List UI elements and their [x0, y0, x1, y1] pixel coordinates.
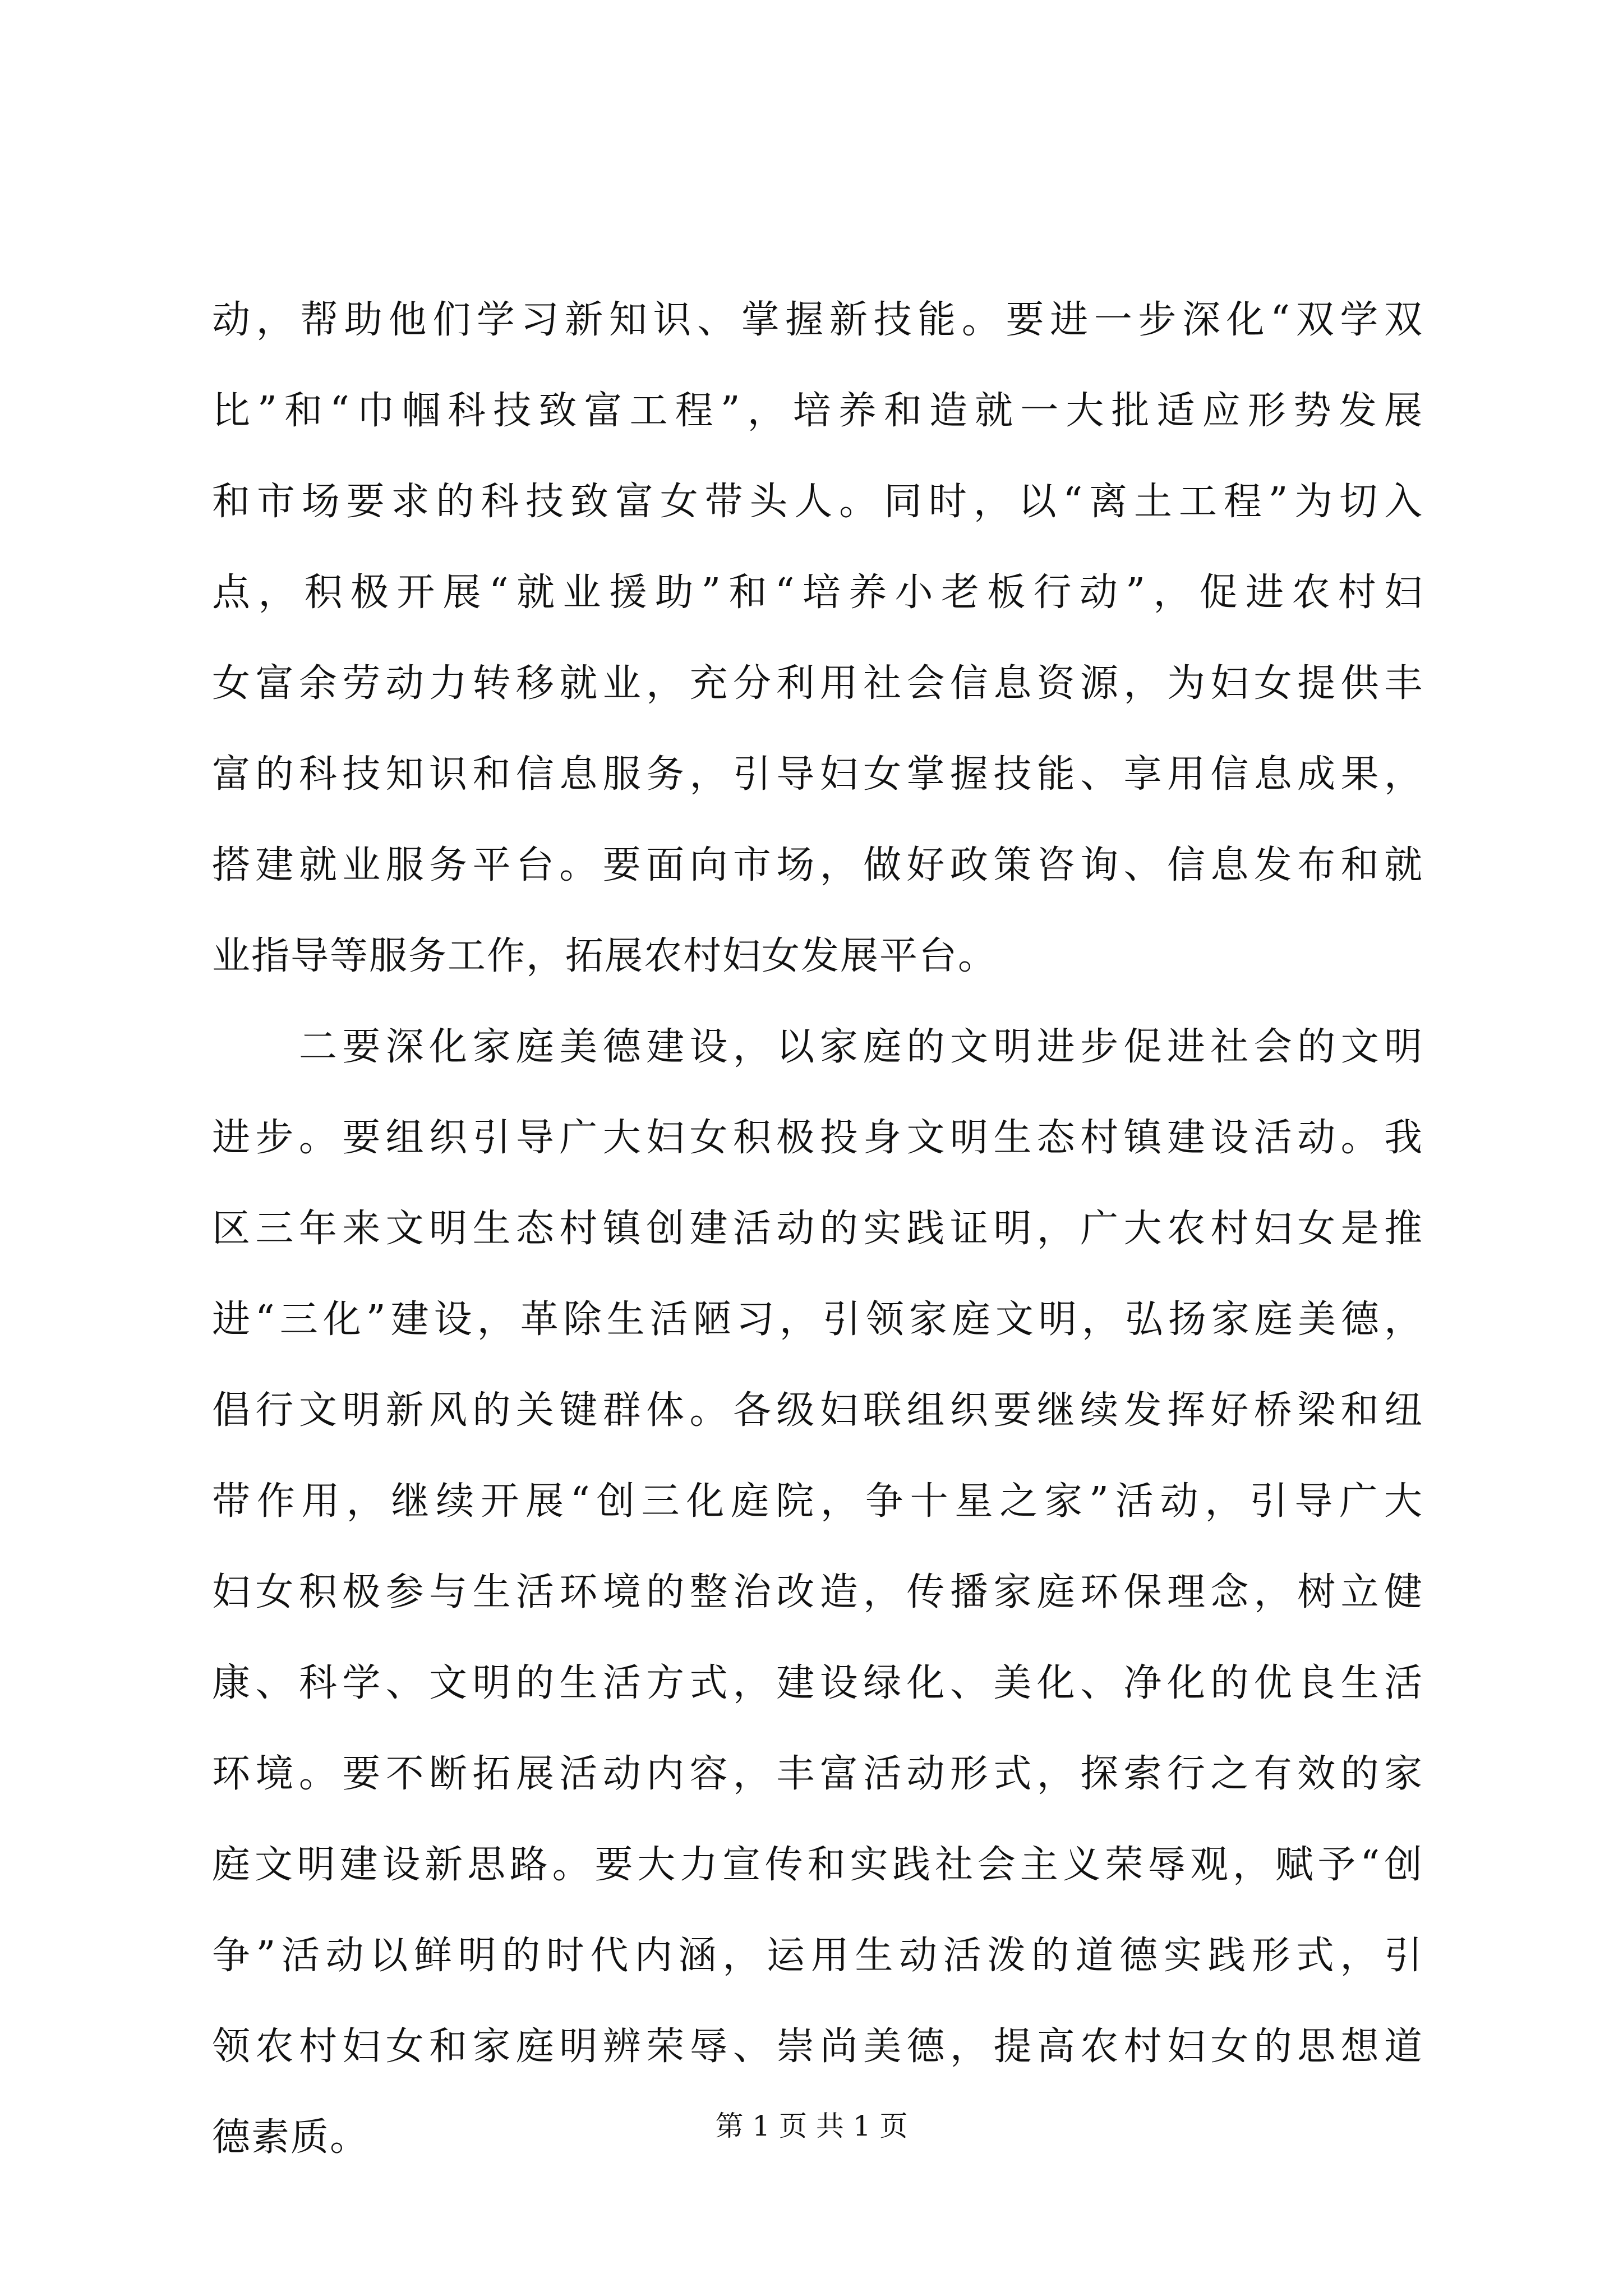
text-line: 带作用，继续开展“创三化庭院，争十星之家”活动，引导广大 — [212, 1479, 1423, 1524]
text-line: 和市场要求的科技致富女带头人。同时，以“离土工程”为切入 — [212, 480, 1423, 524]
text-line: 富的科技知识和信息服务，引导妇女掌握技能、享用信息成果， — [212, 752, 1423, 797]
text-line: 业指导等服务工作，拓展农村妇女发展平台。 — [212, 934, 998, 978]
text-line: 点，积极开展“就业援助”和“培养小老板行动”，促进农村妇 — [212, 570, 1423, 615]
text-line: 庭文明建设新思路。要大力宣传和实践社会主义荣辱观，赋予“创 — [212, 1843, 1423, 1887]
text-line: 德素质。 — [212, 2115, 370, 2160]
page-number-footer: 第 1 页 共 1 页 — [715, 2110, 908, 2142]
text-line: 动，帮助他们学习新知识、掌握新技能。要进一步深化“双学双 — [212, 298, 1423, 342]
text-line: 比”和“巾帼科技致富工程”，培养和造就一大批适应形势发展 — [212, 389, 1423, 433]
text-line: 妇女积极参与生活环境的整治改造，传播家庭环保理念，树立健 — [212, 1570, 1423, 1614]
text-line: 二要深化家庭美德建设，以家庭的文明进步促进社会的文明 — [212, 1025, 1423, 1069]
text-line: 区三年来文明生态村镇创建活动的实践证明，广大农村妇女是推 — [212, 1207, 1423, 1251]
text-line: 进步。要组织引导广大妇女积极投身文明生态村镇建设活动。我 — [212, 1116, 1423, 1160]
text-line: 领农村妇女和家庭明辨荣辱、崇尚美德，提高农村妇女的思想道 — [212, 2024, 1423, 2069]
text-line: 争”活动以鲜明的时代内涵，运用生动活泼的道德实践形式，引 — [212, 1934, 1423, 1978]
text-line: 康、科学、文明的生活方式，建设绿化、美化、净化的优良生活 — [212, 1661, 1423, 1705]
text-line: 倡行文明新风的关键群体。各级妇联组织要继续发挥好桥梁和纽 — [212, 1388, 1423, 1433]
text-line: 进“三化”建设，革除生活陋习，引领家庭文明，弘扬家庭美德， — [212, 1297, 1423, 1342]
document-body — [212, 275, 1423, 2183]
text-line: 环境。要不断拓展活动内容，丰富活动形式，探索行之有效的家 — [212, 1752, 1423, 1796]
text-line: 搭建就业服务平台。要面向市场，做好政策咨询、信息发布和就 — [212, 843, 1423, 887]
text-line: 女富余劳动力转移就业，充分利用社会信息资源，为妇女提供丰 — [212, 661, 1423, 706]
